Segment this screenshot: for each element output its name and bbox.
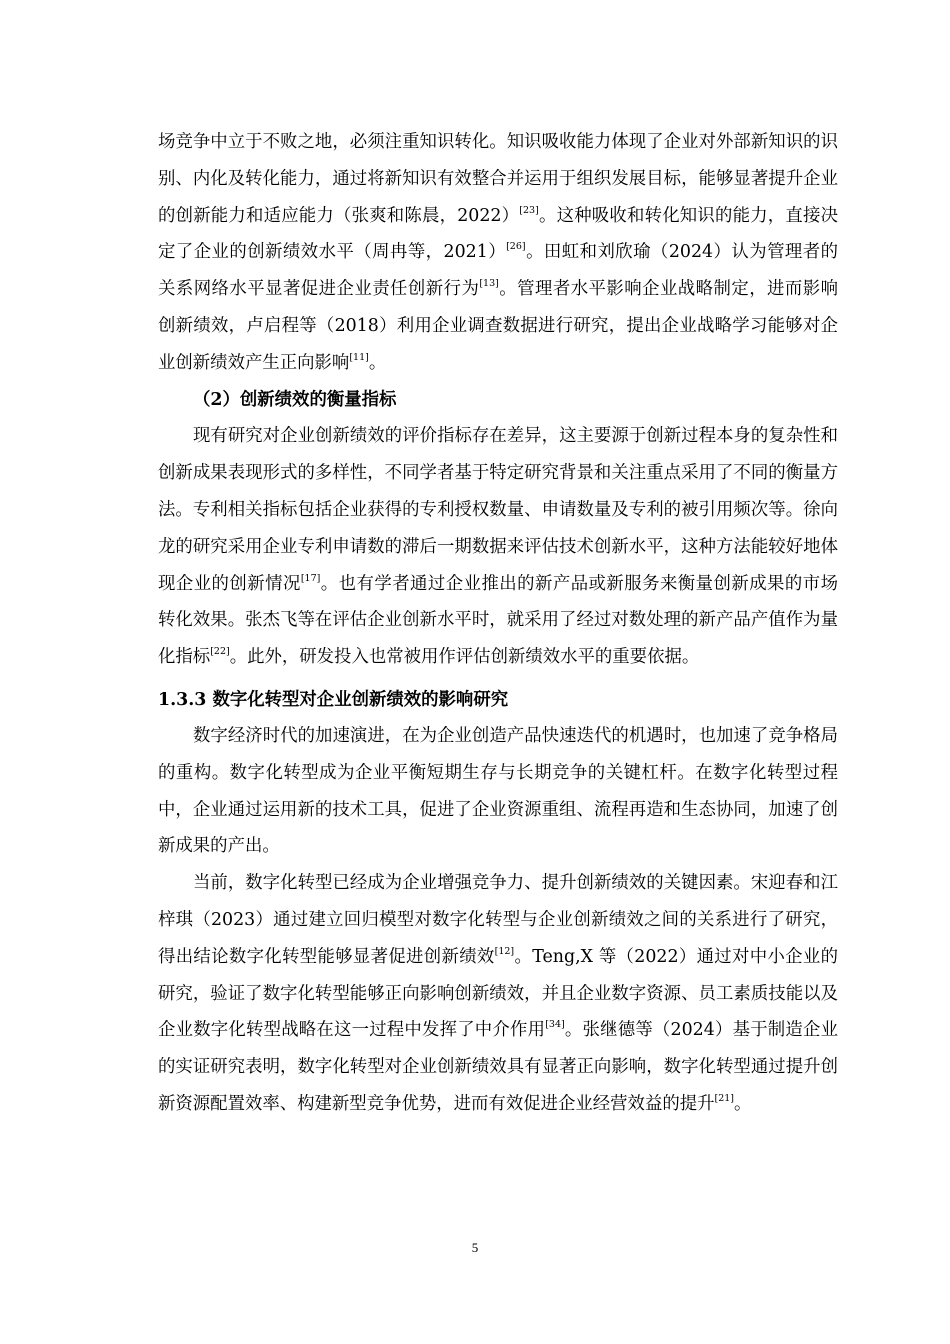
citation: [13] [479,278,499,290]
page-number: 5 [471,1240,479,1255]
text-run: 。 [368,352,387,373]
text-run: 。张继德等（2024）基于制造企业的实证研究表明，数字化转型对企业创新绩效具有显著正向影响，数字化转型通过提升创新资源配置效率、构建新型竞争优势，进而有效促进企业经营效益的提升 [158,1020,838,1114]
section-heading-1-3-3: 1.3.3 数字化转型对企业创新绩效的影响研究 [158,689,509,710]
citation: [26] [506,241,526,253]
text-run: 当前，数字化转型已经成为企业增强竞争力、提升创新绩效的关键因素。宋迎春和江梓琪（2023）通过建立回归模型对数字化转型与企业创新绩效之间的关系进行了研究，得出结论数字化转型能够显著促进创新绩效 [158,873,838,967]
text-run: 。也有学者通过企业推出的新产品或新服务来衡量创新成果的市场转化效果。张杰飞等在评估企业创新水平时，就采用了经过对数处理的新产品产值作为量化指标 [158,573,838,668]
paragraph-knowledge-absorption [158,124,838,382]
citation: [21] [714,1092,735,1104]
text-run: 。 [734,1093,752,1114]
document-body [158,124,838,1123]
text-run: 。Teng,X 等（2022）通过对中小企业的研究，验证了数字化转型能够正向影响创新绩效，并且企业数字资源、员工素质技能以及企业数字化转型战略在这一过程中发挥了中介作用 [158,946,838,1041]
paragraph-measurement [158,418,838,676]
text-run: 。这种吸收和转化知识的能力，直接决定了企业的创新绩效水平（周冉等，2021） [158,205,838,263]
text-run: 。管理者水平影响企业战略制定，进而影响创新绩效，卢启程等（2018）利用企业调查数据进行研究，提出企业战略学习能够对企业创新绩效产生正向影响 [158,279,838,373]
citation: [23] [519,204,539,216]
text-run: 场竞争中立于不败之地，必须注重知识转化。知识吸收能力体现了企业对外部新知识的识别、内化及转化能力，通过将新知识有效整合并运用于组织发展目标，能够显著提升企业的创新能力和适应能力（张爽和陈晨，2022） [158,132,838,226]
citation: [11] [349,351,369,363]
paragraph-digital-economy [158,718,838,865]
citation: [17] [300,572,321,584]
paragraph-digital-transformation [158,865,838,1123]
subheading-measurement-indicators: （2）创新绩效的衡量指标 [193,389,397,410]
citation: [34] [545,1019,565,1031]
citation: [12] [494,945,515,957]
text-run: 数字经济时代的加速演进，在为企业创造产品快速迭代的机遇时，也加速了竞争格局的重构。数字化转型成为企业平衡短期生存与长期竞争的关键杠杆。在数字化转型过程中，企业通过运用新的技术工具，促进了企业资源重组、流程再造和生态协同，加速了创新成果的产出。 [158,725,838,857]
text-run: 现有研究对企业创新绩效的评价指标存在差异，这主要源于创新过程本身的复杂性和创新成果表现形式的多样性，不同学者基于特定研究背景和关注重点采用了不同的衡量方法。专利相关指标包括企业获得的专利授权数量、申请数量及专利的被引用频次等。徐向龙的研究采用企业专利申请数的滞后一期数据来评估技术创新水平，这种方法能较好地体现企业的创新情况 [158,426,838,594]
text-run: 。田虹和刘欣瑜（2024）认为管理者的关系网络水平显著促进企业责任创新行为 [158,242,839,300]
citation: [22] [210,646,230,658]
text-run: 。此外，研发投入也常被用作评估创新绩效水平的重要依据。 [229,647,700,668]
